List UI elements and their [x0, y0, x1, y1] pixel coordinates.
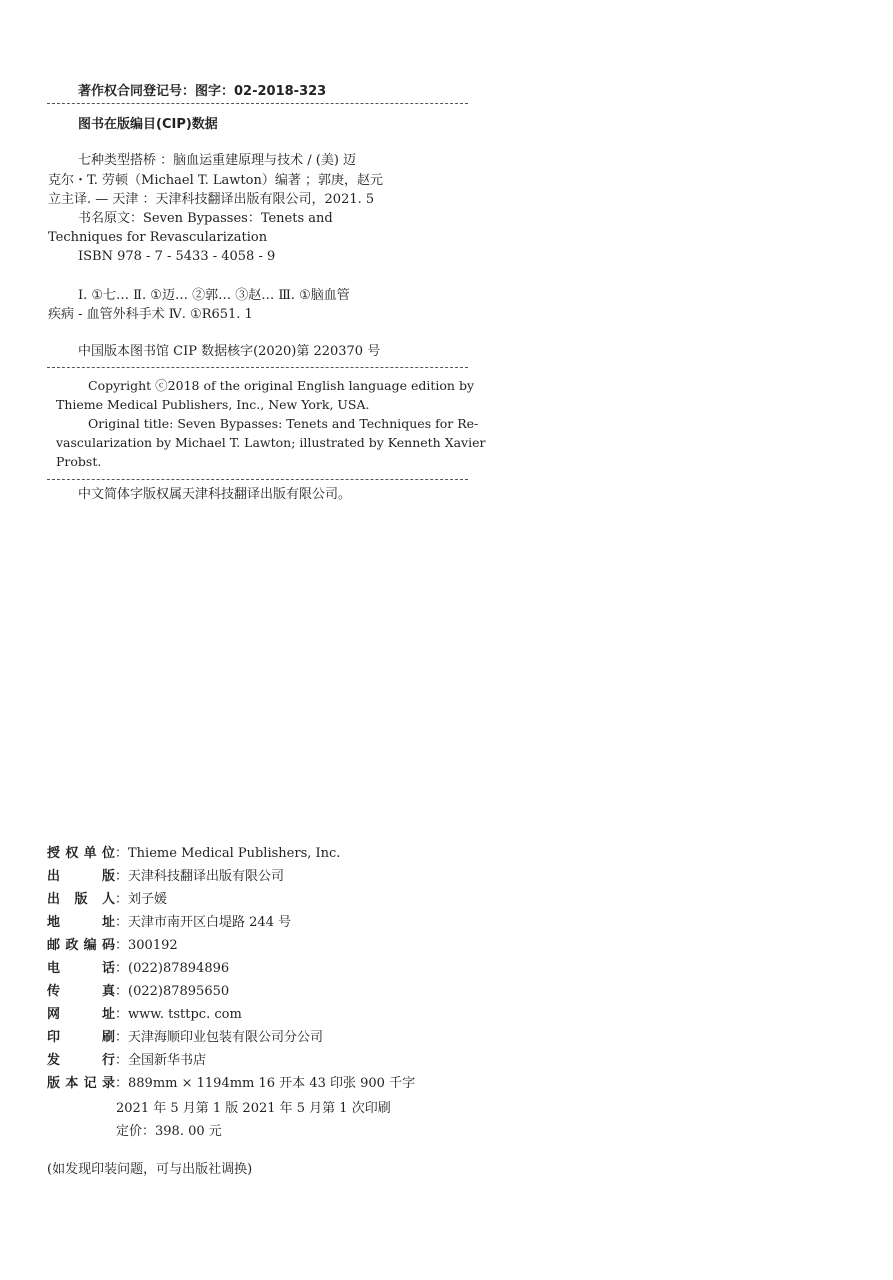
copyright-line: Original title: Seven Bypasses: Tenets and Techniques for Re- — [88, 416, 479, 431]
price-line: 定价：398. 00 元 — [116, 1124, 222, 1139]
cip-line: 书名原文：Seven Bypasses：Tenets and — [78, 211, 333, 226]
cip-record-number: 中国版本图书馆 CIP 数据核字(2020)第 220370 号 — [78, 344, 381, 359]
copyright-line: Copyright ⓒ2018 of the original English language edition by — [88, 378, 475, 393]
copyright-registration: 著作权合同登记号：图字：02-2018-323 — [78, 84, 327, 99]
divider-bottom — [47, 479, 468, 480]
classification-line: Ⅰ. ①七… Ⅱ. ①迈… ②郭… ③赵… Ⅲ. ①脑血管 — [78, 288, 350, 303]
imprint-row-distributor: 发 行：全国新华书店 — [47, 1051, 206, 1071]
copyright-line: Probst. — [56, 454, 102, 469]
imprint-label: 版本记录 — [47, 1076, 115, 1091]
imprint-value: 300192 — [128, 938, 178, 953]
imprint-row-website: 网 址：www. tsttpc. com — [47, 1005, 242, 1025]
imprint-value: 889mm × 1194mm 16 开本 43 印张 900 千字 — [128, 1076, 416, 1091]
isbn: ISBN 978 - 7 - 5433 - 4058 - 9 — [78, 249, 276, 264]
chinese-rights-statement: 中文简体字版权属天津科技翻译出版有限公司。 — [78, 487, 352, 502]
divider-top — [47, 103, 468, 104]
imprint-row-printer: 印 刷：天津海顺印业包装有限公司分公司 — [47, 1028, 323, 1048]
imprint-label: 授权单位 — [47, 846, 115, 861]
edition-line: 2021 年 5 月第 1 版 2021 年 5 月第 1 次印刷 — [116, 1101, 391, 1116]
classification-line: 疾病 - 血管外科手术 Ⅳ. ①R651. 1 — [48, 307, 253, 322]
imprint-label: 印 刷 — [47, 1030, 115, 1045]
imprint-label: 传 真 — [47, 984, 115, 999]
imprint-label: 电 话 — [47, 961, 115, 976]
footer-note: (如发现印装问题，可与出版社调换) — [47, 1162, 253, 1177]
divider-middle — [47, 367, 468, 368]
imprint-row-publisher: 出 版：天津科技翻译出版有限公司 — [47, 867, 284, 887]
imprint-value: 天津海顺印业包装有限公司分公司 — [128, 1030, 324, 1045]
imprint-value: Thieme Medical Publishers, Inc. — [128, 846, 341, 861]
imprint-row-publisher-person: 出 版 人：刘子媛 — [47, 890, 167, 910]
imprint-value: (022)87895650 — [128, 984, 230, 999]
imprint-value: 天津科技翻译出版有限公司 — [128, 869, 285, 884]
imprint-row-fax: 传 真：(022)87895650 — [47, 982, 229, 1002]
cip-heading: 图书在版编目(CIP)数据 — [78, 117, 218, 132]
imprint-row-address: 地 址：天津市南开区白堤路 244 号 — [47, 913, 291, 933]
imprint-label: 网 址 — [47, 1007, 115, 1022]
imprint-label: 地 址 — [47, 915, 115, 930]
cip-line: 立主译. — 天津 ：天津科技翻译出版有限公司，2021. 5 — [48, 192, 375, 207]
imprint-row-edition-record: 版本记录：889mm × 1194mm 16 开本 43 印张 900 千字 — [47, 1074, 415, 1094]
imprint-value: (022)87894896 — [128, 961, 230, 976]
imprint-value: 天津市南开区白堤路 244 号 — [128, 915, 292, 930]
imprint-row-postcode: 邮政编码：300192 — [47, 936, 178, 956]
cip-line: 七种类型搭桥 ：脑血运重建原理与技术 / (美) 迈 — [78, 153, 357, 168]
cip-line: Techniques for Revascularization — [48, 230, 268, 245]
imprint-value: www. tsttpc. com — [128, 1007, 242, 1022]
imprint-label: 邮政编码 — [47, 938, 115, 953]
imprint-value: 刘子媛 — [128, 892, 168, 907]
imprint-value: 全国新华书店 — [128, 1053, 207, 1068]
cip-line: 克尔・T. 劳顿（Michael T. Lawton）编著 ；郭庚，赵元 — [48, 173, 383, 188]
copyright-line: Thieme Medical Publishers, Inc., New York, USA. — [56, 397, 370, 412]
imprint-label: 出 版 — [47, 869, 115, 884]
copyright-line: vascularization by Michael T. Lawton; illustrated by Kenneth Xavier — [56, 435, 486, 450]
imprint-label: 出 版 人 — [47, 892, 115, 907]
imprint-row-phone: 电 话：(022)87894896 — [47, 959, 229, 979]
imprint-label: 发 行 — [47, 1053, 115, 1068]
imprint-row-licensor: 授权单位：Thieme Medical Publishers, Inc. — [47, 844, 340, 864]
